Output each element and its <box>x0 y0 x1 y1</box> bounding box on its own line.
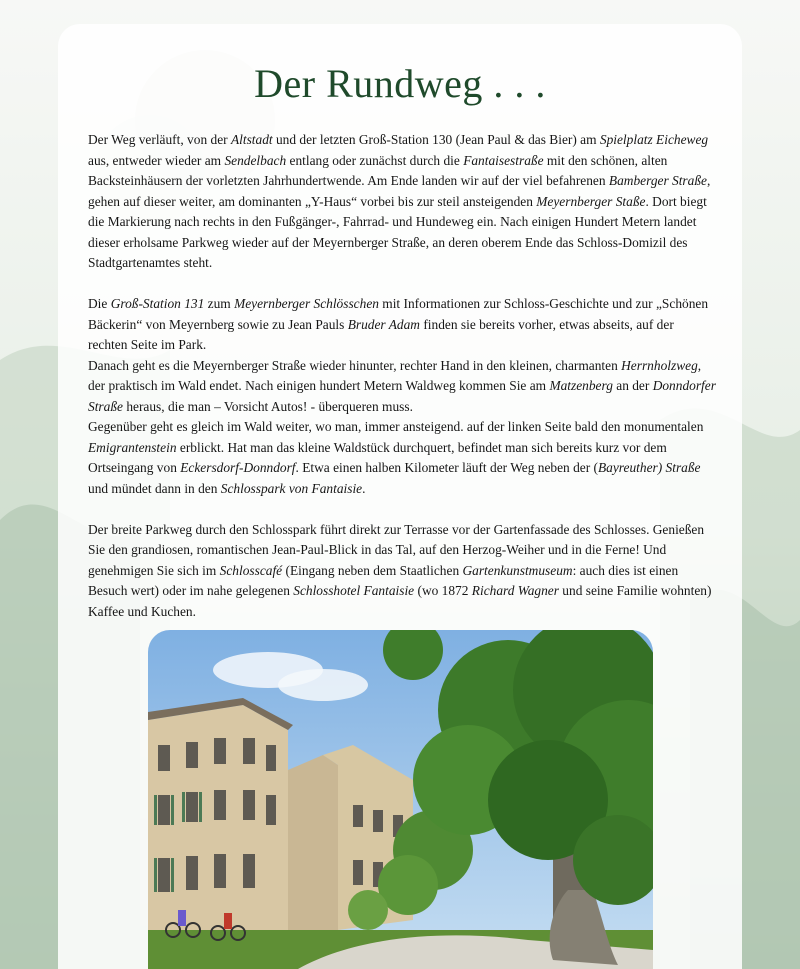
text-run: Die <box>88 296 111 311</box>
emphasized-text: Sendelbach <box>224 152 287 168</box>
text-run: heraus, die man – Vorsicht Autos! - überqueren muss. <box>122 398 413 414</box>
paragraph <box>88 130 716 274</box>
text-run: erblickt. Hat man das kleine Waldstück durchquert, befindet man sich bereits kurz vor dem Ortseingang von <box>88 439 667 475</box>
emphasized-text: Fantaisestraße <box>463 152 544 168</box>
text-run: und der letzten Groß-Station 130 (Jean Paul & das Bier) am <box>272 132 600 147</box>
text-run: Der Weg verläuft, von der <box>88 132 231 147</box>
emphasized-text: Meyernberger Staße <box>536 193 646 209</box>
text-run: entlang oder zunächst durch die <box>286 152 464 168</box>
text-run: , der praktisch im Wald endet. Nach einigen hundert Metern Waldweg kommen Sie am <box>88 357 702 393</box>
text-run: zum <box>204 296 235 311</box>
text-run: an der <box>612 378 653 393</box>
emphasized-text: Schlosspark von Fantaisie <box>220 480 363 496</box>
text-run: (Eingang neben dem Staatlichen <box>282 562 463 578</box>
emphasized-text: Altstadt <box>230 132 273 147</box>
text-run: . <box>362 480 366 496</box>
text-run: : auch dies ist einen Besuch wert) oder im nahe gelegenen <box>88 562 679 598</box>
text-run: aus, entweder wieder am <box>88 152 225 168</box>
emphasized-text: Herrnholzweg <box>621 357 698 373</box>
emphasized-text: Groß-Station 131 <box>110 296 205 311</box>
emphasized-text: Bruder Adam <box>347 316 420 332</box>
emphasized-text: Matzenberg <box>549 378 613 393</box>
emphasized-text: Gartenkunstmuseum <box>462 562 573 578</box>
text-run: und mündet dann in den <box>88 480 221 496</box>
text-run: , gehen auf dieser weiter, am dominanten „Y-Haus“ vorbei bis zur steil ansteigenden <box>88 173 711 209</box>
page-title: Der Rundweg . . . <box>254 61 546 106</box>
text-run: mit den schönen, alten Backsteinhäusern der vorletzten Jahrhundertwende. Am Ende landen wir auf der viel befahrenen <box>88 152 668 188</box>
emphasized-text: Meyernberger Schlösschen <box>234 296 379 311</box>
paragraph <box>88 520 716 623</box>
text-run: (wo 1872 <box>414 583 472 598</box>
emphasized-text: Emigrantenstein <box>88 439 177 455</box>
text-run: Der breite Parkweg durch den Schlosspark führt direkt zur Terrasse vor der Gartenfassade des Schlosses. Genießen Sie den grandiosen, romantischen Jean-Paul-Blick in das Tal, auf den Herzog-Weiher und in die Ferne! Und genehmigen Sie sich im <box>88 521 705 578</box>
text-run: mit Informationen zur Schloss-Geschichte und zur „Schönen Bäckerin“ von Meyernberg sowie zu Jean Pauls <box>88 296 709 332</box>
emphasized-text: Bamberger Straße <box>608 173 707 188</box>
paragraph <box>88 294 716 499</box>
emphasized-text: Bayreuther) Straße <box>597 460 701 475</box>
emphasized-text: Spielplatz Eicheweg <box>599 132 709 147</box>
text-run: Gegenüber geht es gleich im Wald weiter, wo man, immer ansteigend. auf der linken Seite bald den monumentalen <box>88 419 704 434</box>
emphasized-text: Richard Wagner <box>471 583 559 598</box>
emphasized-text: Donndorfer Straße <box>88 378 716 414</box>
text-run: Danach geht es die Meyernberger Straße wieder hinunter, rechter Hand in den kleinen, charmanten <box>88 357 622 373</box>
text-run: . Dort biegt die Markierung nach rechts in den Fußgänger-, Fahrrad- und Hundeweg ein. Nach einigen Hundert Metern landet dieser erholsame Parkweg wieder auf der Meyernberger Straße, an deren oberem Ende das Schloss-Domizil des Stadtgartenamtes steht. <box>88 193 707 270</box>
body-text <box>88 130 716 643</box>
castle-and-oak-tree-photo <box>148 630 653 969</box>
text-run: und seine Familie wohnten) Kaffee und Kuchen. <box>88 583 712 619</box>
emphasized-text: Schlosscafé <box>219 562 283 578</box>
emphasized-text: Schlosshotel Fantaisie <box>293 583 415 598</box>
emphasized-text: Eckersdorf-Donndorf <box>180 460 296 475</box>
text-run: . Etwa einen halben Kilometer läuft der Weg neben der ( <box>295 460 598 475</box>
text-run: finden sie bereits vorher, etwas abseits, auf der rechten Seite im Park. <box>88 316 674 352</box>
